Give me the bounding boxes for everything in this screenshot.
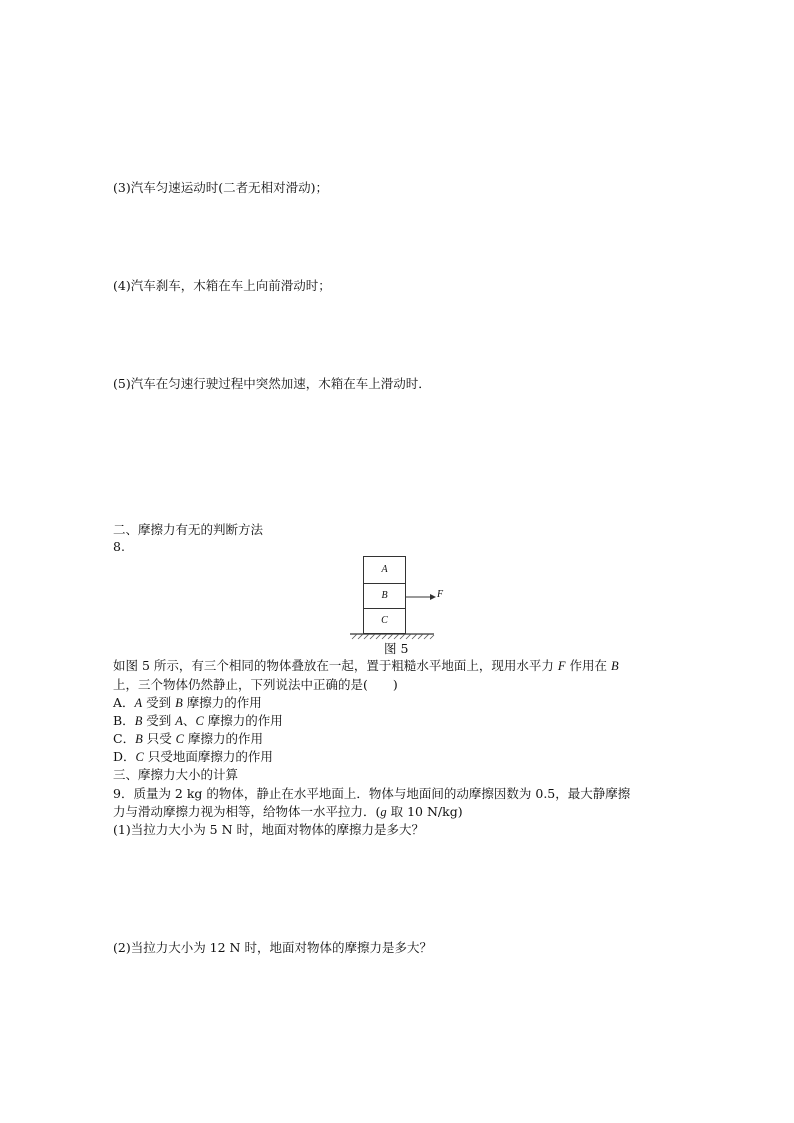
figure-lines xyxy=(350,553,450,653)
question-number-8: 8. xyxy=(113,539,125,554)
force-arrow-head xyxy=(430,594,436,600)
question-5: (5)汽车在匀速行驶过程中突然加速，木箱在车上滑动时． xyxy=(113,376,431,391)
option-c: C．B 只受 C 摩擦力的作用 xyxy=(113,731,263,746)
option-a: A．A 受到 B 摩擦力的作用 xyxy=(113,695,262,710)
figure-caption: 图 5 xyxy=(384,641,409,656)
section-heading-friction-existence: 二、摩擦力有无的判断方法 xyxy=(113,522,264,537)
question-4: (4)汽车刹车，木箱在车上向前滑动时； xyxy=(113,278,331,293)
block-c: C xyxy=(363,608,406,634)
question-9-line-2: 力与滑动摩擦力视为相等，给物体一水平拉力．(g 取 10 N/kg) xyxy=(113,804,463,819)
force-label: F xyxy=(437,589,444,600)
question-8-stem-line-2: 上，三个物体仍然静止，下列说法中正确的是( ) xyxy=(113,677,398,692)
section-heading-friction-magnitude: 三、摩擦力大小的计算 xyxy=(113,767,239,782)
block-a: A xyxy=(363,556,406,584)
figure-stacked-blocks xyxy=(350,553,450,656)
block-b: B xyxy=(363,583,406,609)
option-b: B．B 受到 A、C 摩擦力的作用 xyxy=(113,713,283,728)
question-9-line-1: 9．质量为 2 kg 的物体，静止在水平地面上．物体与地面间的动摩擦因数为 0.5，最大静摩擦 xyxy=(113,786,631,801)
question-9-sub-1: (1)当拉力大小为 5 N 时，地面对物体的摩擦力是多大？ xyxy=(113,822,425,837)
option-d: D．C 只受地面摩擦力的作用 xyxy=(113,749,273,764)
question-9-sub-2: (2)当拉力大小为 12 N 时，地面对物体的摩擦力是多大？ xyxy=(113,940,432,955)
question-3: (3)汽车匀速运动时(二者无相对滑动)； xyxy=(113,180,328,195)
question-8-stem-line-1: 如图 5 所示，有三个相同的物体叠放在一起，置于粗糙水平地面上，现用水平力 F 作用在 B xyxy=(113,658,619,673)
